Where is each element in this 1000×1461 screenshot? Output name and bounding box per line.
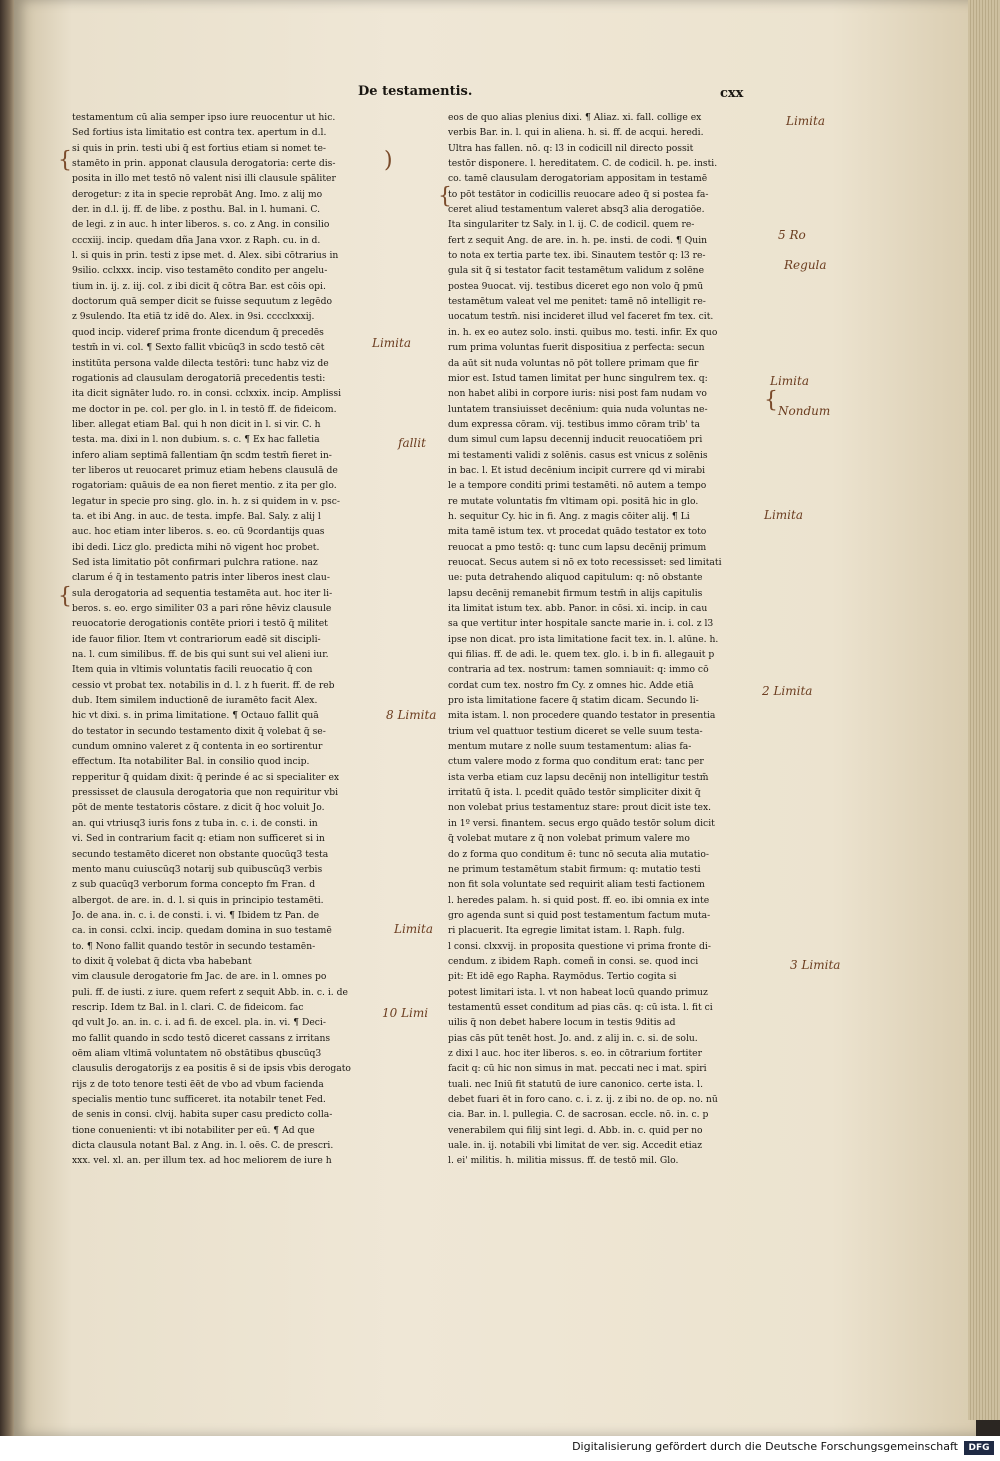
text-line: ri placuerit. Ita egregie limitat istam. l. Raph. fulg. [448,925,685,937]
text-line: qui filias. ff. de adi. le. quem tex. glo. i. b in fi. allegauit p [448,649,715,661]
margin-brace: { [58,584,72,609]
text-line: de legi. z in auc. h inter liberos. s. co. z Ang. in consilio [72,219,330,231]
marginal-note: Limita [764,508,803,522]
text-line: z dixi l auc. hoc iter liberos. s. eo. in cōtrarium fortiter [448,1047,703,1059]
text-line: dum expressa cōram. vij. testibus immo cōram trib' ta [448,418,700,430]
text-line: z 9sulendo. Ita etiā tz idē do. Alex. in 9si. cccclxxxij. [72,311,315,323]
text-line: infero aliam septimā fallentiam q̄n scdm testm̄ fieret in- [72,449,332,461]
text-line: z sub quacūq3 verborum forma concepto fm Fran. d [72,879,316,891]
marginal-note: Limita [770,374,809,388]
text-line: dub. Item similem inductionē de iuramēto facit Alex. [72,695,318,707]
text-line: ca. in consi. cclxi. incip. quedam domina in suo testamē [72,925,332,937]
text-line: rogatoriam: quāuis de ea non fieret mentio. z ita per glo. [72,480,337,492]
text-line: auc. hoc etiam inter liberos. s. eo. cū 9cordantijs quas [72,526,325,538]
text-line: Jo. de ana. in. c. i. de consti. i. vi. ¶ Ibidem tz Pan. de [72,909,320,921]
text-line: ta. et ibi Ang. in auc. de testa. impfe. Bal. Saly. z alij l [72,510,321,522]
text-line: h. sequitur Cy. hic in fi. Ang. z magis cōiter alij. ¶ Li [448,510,690,522]
text-line: repperitur q̃ quidam dixit: q̃ perinde é ac si specialiter ex [72,771,340,783]
text-line: re mutate voluntatis fm vltimam opi. positā hic in glo. [448,495,699,507]
text-line: ita dicit signāter ludo. ro. in consi. cclxxix. incip. Amplissi [72,388,342,400]
text-line: specialis mentio tunc sufficeret. ita notabilr tenet Fed. [72,1094,326,1105]
text-line: liber. allegat etiam Bal. qui h non dicit in l. si vir. C. h [72,418,321,430]
text-line: Ultra has fallen. nō. q: l3 in codicill nil directo possit [448,142,694,154]
page-fore-edge [968,0,1000,1420]
text-line: albergot. de are. in. d. l. si quis in principio testamēti. [72,894,324,906]
text-line: testamentū esset conditum ad pias cās. q: cū ista. l. fit ci [448,1001,713,1013]
text-line: pōt de mente testatoris cōstare. z dicit q̃ hoc voluit Jo. [72,802,325,814]
text-line: clarum é q̃ in testamento patris inter liberos inest clau- [72,572,330,584]
margin-brace: { [58,148,72,173]
margin-brace: { [438,184,452,209]
text-line: rogationis ad clausulam derogatoriā precedentis testi: [72,372,326,384]
text-line: debet fuari ēt in foro cano. c. i. z. ij. z ibi no. de op. no. nū [448,1094,718,1105]
marginal-note: 10 Limi [382,1006,429,1020]
text-line: gro agenda sunt si quid post testamentum factum muta- [448,909,711,921]
text-line: venerabilem qui filij sint legi. d. Abb. in. c. quid per no [448,1124,703,1136]
text-line: tium in. ij. z. iij. col. z ibi dicit q̃ cōtra Bar. est cōis opi. [72,280,326,292]
text-line: testa. ma. dixi in l. non dubium. s. c. ¶ Ex hac falletia [72,434,320,446]
text-line: irritatū q̃ ista. l. pcedit quādo testōr simpliciter dixit q̃ [448,787,701,799]
text-line: na. l. cum similibus. ff. de bis qui sunt sui vel alieni iur. [72,649,329,661]
text-line: to dixit q̃ volebat q̃ dicta vba habebant [72,955,252,967]
margin-brace: ) [384,148,393,173]
text-line: ide fauor filior. Item vt contrariorum eadē sit discipli- [72,633,321,645]
text-line: dicta clausula notant Bal. z Ang. in. l. oēs. C. de prescri. [72,1140,334,1152]
text-line: mior est. Istud tamen limitat per hunc singulrem tex. q: [448,372,708,384]
text-line: legatur in specie pro sing. glo. in. h. z si quidem in v. psc- [72,495,340,507]
text-line: reuocatorie derogationis contēte priori i testō q̃ militet [72,618,328,630]
text-line: facit q: cū hic non simus in mat. peccati nec i mat. spiri [448,1063,707,1075]
text-line: rijs z de toto tenore testi ēēt de vbo ad vbum facienda [72,1078,324,1090]
text-line: potest limitari ista. l. vt non habeat locū quando primuz [448,986,708,998]
text-line: fert z sequit Ang. de are. in. h. pe. insti. de codi. ¶ Quin [448,234,708,246]
text-line: verbis Bar. in. l. qui in aliena. h. si. ff. de acqui. heredi. [448,127,704,139]
text-line: in bac. l. Et istud decēnium incipit currere qd vi mirabi [448,464,706,476]
text-line: le a tempore conditi primi testamēti. nō autem a tempo [448,480,707,492]
text-line: Ita singulariter tz Saly. in l. ij. C. de codicil. quem re- [448,219,695,231]
text-line: non volebat prius testamentuz stare: prout dicit iste tex. [448,802,712,814]
text-line: doctorum quā semper dicit se fuisse sequutum z legēdo [72,296,333,308]
text-line: tuali. nec Iniū fit statutū de iure canonico. certe ista. l. [448,1078,703,1090]
text-line: q̃ volebat mutare z q̃ non volebat primum valere mo [448,833,690,845]
text-line: si quis in prin. testi ubi q̃ est fortius etiam si nomet te- [72,142,327,154]
text-line: puli. ff. de iusti. z iure. quem refert z sequit Abb. in. c. i. de [72,986,348,998]
text-line: testm̄ in vi. col. ¶ Sexto fallit vbicūq3 in scdo testō cēt [72,342,325,354]
text-line: da aūt sit nuda voluntas nō pōt tollere primam que fir [448,357,699,369]
text-line: hic vt dixi. s. in prima limitatione. ¶ Octauo fallit quā [72,710,319,722]
text-line: vim clausule derogatorie fm Jac. de are. in l. omnes po [72,971,327,983]
left-text-column [72,110,384,1169]
text-line: uocatum testm̄. nisi incideret illud vel faceret fm tex. cit. [448,311,714,323]
text-line: cia. Bar. in. l. pullegia. C. de sacrosan. eccle. nō. in. c. p [448,1109,709,1121]
text-line: qd vult Jo. an. in. c. i. ad fi. de excel. pla. in. vi. ¶ Deci- [72,1017,326,1029]
text-line: rescrip. Idem tz Bal. in l. clari. C. de fideicom. fac [72,1001,304,1013]
text-line: luntatem transiuisset decēnium: quia nuda voluntas ne- [448,403,708,415]
text-line: quod incip. videref prima fronte dicendum q̃ precedēs [72,326,324,338]
text-line: ctum valere modo z forma quo conditum erat: tanc per [448,756,704,768]
marginal-note: Nondum [778,404,831,418]
text-line: co. tamē clausulam derogatoriam appositam in testamē [448,173,708,185]
text-line: pro ista limitatione facere q̃ statim dicam. Secundo li- [448,695,699,707]
dfg-logo-icon: DFG [964,1441,994,1455]
text-line: mita istam. l. non procedere quando testator in presentia [448,710,716,722]
text-line: mentum mutare z nolle suum testamentum: alias fa- [448,741,692,753]
marginal-note: Limita [394,922,433,936]
text-line: non habet alibi in corpore iuris: nisi post fam nudam vo [448,388,707,400]
text-line: sa que vertitur inter hospitale sancte marie in. i. col. z l3 [448,618,714,630]
text-line: l. ei' militis. h. militia missus. ff. de testō mil. Glo. [448,1155,679,1167]
marginal-note: Limita [786,114,825,128]
running-title: De testamentis. [358,84,473,99]
text-line: cendum. z ibidem Raph. comeñ in consi. se. quod inci [448,955,699,967]
text-line: institūta persona valde dilecta testōri: tunc habz viz de [72,357,329,369]
marginal-note: 5 Ro [778,228,806,242]
text-line: vi. Sed in contrarium facit q: etiam non sufficeret si in [72,833,325,845]
text-line: l. si quis in prin. testi z ipse met. d. Alex. sibi cōtrarius in [72,250,339,262]
text-line: to nota ex tertia parte tex. ibi. Sinautem testōr q: l3 re- [448,250,706,262]
text-line: xxx. vel. xl. an. per illum tex. ad hoc meliorem de iure h [72,1155,332,1167]
text-line: cundum omnino valeret z q̃ contenta in eo sortirentur [72,741,323,753]
text-line: de senis in consi. clvij. habita super casu predicto colla- [72,1109,333,1121]
text-line: in. h. ex eo autez solo. insti. quibus mo. testi. infir. Ex quo [448,326,718,338]
marginal-note: 3 Limita [790,958,841,972]
text-line: tione conuenienti: vt ibi notabiliter per eū. ¶ Ad que [72,1124,315,1136]
text-line: in 1º versi. finantem. secus ergo quādo testōr solum dicit [448,817,715,829]
text-line: posita in illo met testō nō valent nisi illi clausule spāliter [72,173,336,185]
text-line: Sed fortius ista limitatio est contra tex. apertum in d.l. [72,127,327,139]
text-line: der. in d.l. ij. ff. de libe. z posthu. Bal. in l. humani. C. [72,204,321,216]
text-line: mo fallit quando in scdo testō diceret cassans z irritans [72,1032,331,1044]
text-line: ibi dedi. Licz glo. predicta mihi nō vigent hoc probet. [72,541,320,553]
text-line: rum prima voluntas fuerit dispositiua z perfecta: secun [448,342,705,354]
margin-brace: { [764,388,778,413]
text-line: ne primum testamētum stabit firmum: q: mutatio testi [448,863,701,875]
text-line: an. qui vtriusq3 iuris fons z tuba in. c. i. de consti. in [72,817,318,829]
text-line: l consi. clxxvij. in proposita questione vi prima fronte di- [448,940,711,952]
text-line: Item quia in vltimis voluntatis facili reuocatio q̃ con [72,664,313,676]
text-line: postea 9uocat. vij. testibus diceret ego non volo q̃ pmū [448,280,704,292]
marginal-note: Regula [784,258,827,272]
text-line: reuocat. Secus autem si nō ex toto recessisset: sed limitati [448,556,722,568]
text-line: mi testamenti validi z solēnis. casus est vnicus z solēnis [448,449,708,461]
text-line: ue: puta detrahendo aliquod capitulum: q: nō obstante [448,572,703,584]
text-line: pias cās pūt tenēt host. Jo. and. z alij in. c. si. de solu. [448,1032,698,1044]
text-line: pressisset de clausula derogatoria que non requiritur vbi [72,787,339,799]
text-line: do z forma quo conditum ē: tunc nō secuta alia mutatio- [448,848,709,860]
text-line: uilis q̃ non debet habere locum in testis 9ditis ad [448,1017,676,1029]
text-line: dum simul cum lapsu decennij inducit reuocatiōem pri [448,434,703,446]
text-line: sula derogatoria ad sequentia testamēta aut. hoc iter li- [72,587,333,599]
text-line: oēm aliam vltimā voluntatem nō obstātibus qbuscūq3 [72,1047,322,1059]
text-line: to pōt testātor in codicillis reuocare adeo q̃ si postea fa- [448,188,709,200]
text-line: eos de quo alias plenius dixi. ¶ Aliaz. xi. fall. collige ex [448,112,702,123]
marginal-note: 8 Limita [386,708,437,722]
folio-number: cxx [720,86,744,101]
text-line: uale. in. ij. notabili vbi limitat de ver. sig. Accedit etiaz [448,1140,703,1152]
text-line: gula sit q̃ si testator facit testamētum validum z solēne [448,265,705,277]
text-line: cessio vt probat tex. notabilis in d. l. z h fuerit. ff. de reb [72,679,335,691]
text-line: l. heredes palam. h. si quid post. ff. eo. ibi omnia ex inte [448,894,710,906]
text-line: pit: Et idē ego Rapha. Raymōdus. Tertio cogita si [448,971,677,983]
text-line: contraria ad tex. nostrum: tamen somniauit: q: immo cō [448,664,709,676]
right-text-column [448,110,764,1169]
text-line: mita tamē istum tex. vt procedat quādo testator ex toto [448,526,707,538]
text-line: ter liberos ut reuocaret primuz etiam hebens clausulā de [72,464,338,476]
text-line: cordat cum tex. nostro fm Cy. z omnes hic. Adde etiā [448,679,694,691]
text-line: 9silio. cclxxx. incip. viso testamēto condito per angelu- [72,265,328,277]
text-line: trium vel quattuor testium diceret se velle suum testa- [448,725,703,737]
text-line: reuocat a pmo testō: q: tunc cum lapsu decēnij primum [448,541,707,553]
text-line: do testator in secundo testamento dixit q̃ volebat q̃ se- [72,725,326,737]
text-line: ceret aliud testamentum valeret absq3 alia derogatiōe. [448,204,705,216]
text-line: ipse non dicat. pro ista limitatione facit tex. in. l. alūne. h. [448,633,719,645]
text-line: stamēto in prin. apponat clausula derogatoria: certe dis- [72,158,336,170]
text-line: lapsu decēnij remanebit firmum testm̄ in alijs capitulis [448,587,703,599]
marginal-note: Limita [372,336,411,350]
text-line: beros. s. eo. ergo similiter 03 a pari rōne hēviz clausule [72,603,332,614]
marginal-note: 2 Limita [762,684,813,698]
text-line: clausulis derogatorijs z ea positis ē si de ipsis vbis derogato [72,1063,351,1075]
text-line: to. ¶ Nono fallit quando testōr in secundo testamēn- [72,940,316,952]
digitization-footer [0,1436,1000,1461]
text-line: testamentum cū alia semper ipso iure reuocentur ut hic. [72,112,336,123]
text-line: derogetur: z ita in specie reprobāt Ang. Imo. z alij mo [72,188,323,200]
text-line: Sed ista limitatio pōt confirmari pulchra ratione. naz [72,556,318,568]
text-line: mento manu cuiuscūq3 notarij sub quibuscūq3 verbis [72,863,323,875]
text-line: secundo testamēto diceret non obstante quocūq3 testa [72,848,329,860]
funding-credit: Digitalisierung gefördert durch die Deutsche Forschungsgemeinschaft [572,1440,958,1453]
marginal-note: fallit [398,436,426,450]
text-line: testōr disponere. l. hereditatem. C. de codicil. h. pe. insti. [448,158,718,170]
text-line: ita limitat istum tex. abb. Panor. in cōsi. xi. incip. in cau [448,603,708,614]
text-line: testamētum valeat vel me penitet: tamē nō intelligit re- [448,296,706,308]
text-line: non fit sola voluntate sed requirit aliam testi factionem [448,879,705,891]
text-line: me doctor in pe. col. per glo. in l. in testō ff. de fideicom. [72,403,337,415]
text-line: effectum. Ita notabiliter Bal. in consilio quod incip. [72,756,310,768]
text-line: cccxiij. incip. quedam dña Jana vxor. z Raph. cu. in d. [72,234,321,246]
text-line: ista verba etiam cuz lapsu decēnij non intelligitur testm̄ [448,771,709,783]
